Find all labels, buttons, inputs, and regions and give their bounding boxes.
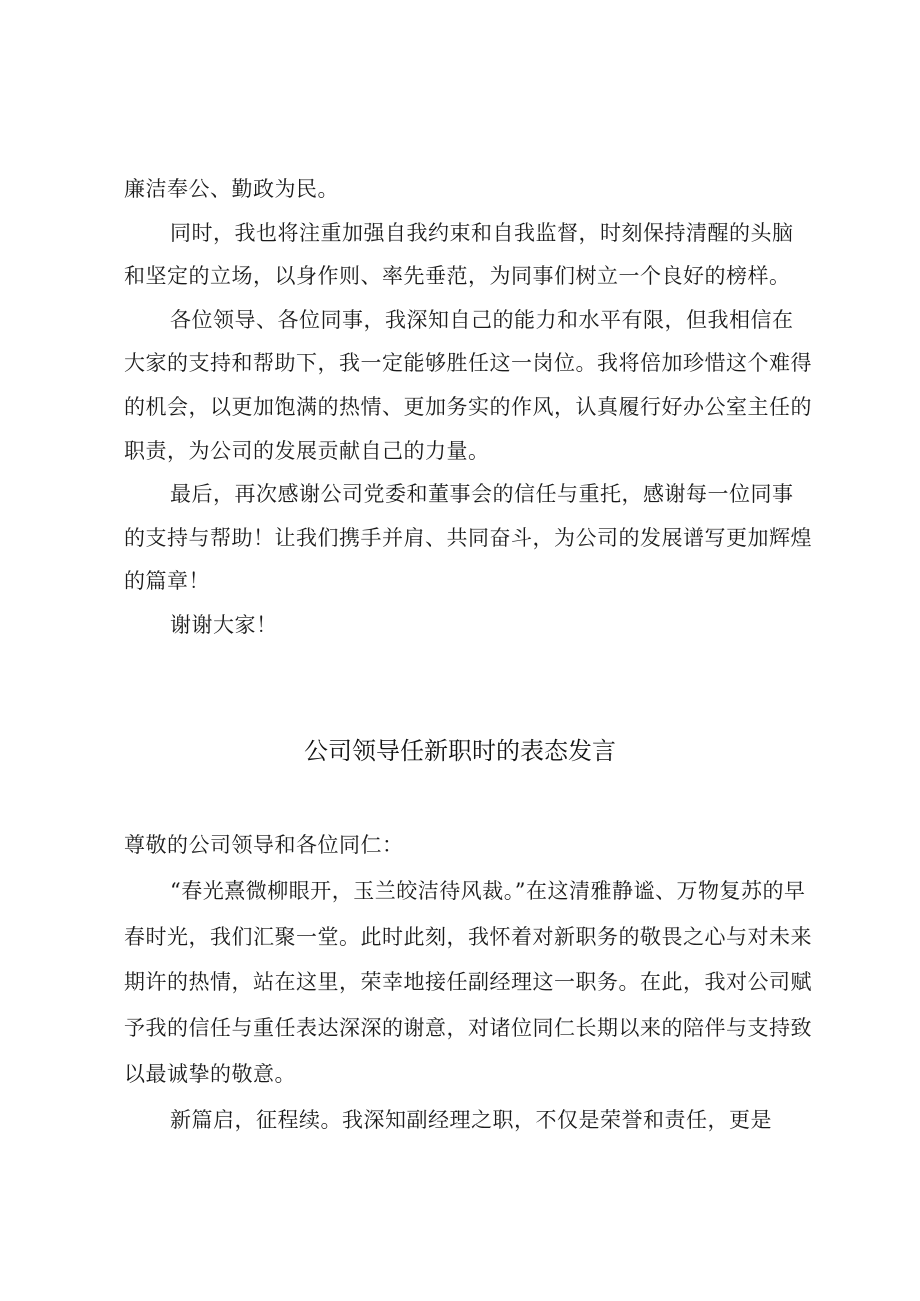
speech-title: 公司领导任新职时的表态发言	[304, 737, 616, 765]
paragraph-new-chapter: 新篇启，征程续。我深知副经理之职，不仅是荣誉和责任，更是	[170, 1107, 772, 1132]
paragraph-opening: “春光熹微柳眼开，玉兰皎洁待风裁。”在这清雅静谧、万物复苏的早春时光，我们汇聚一堂。此时此刻，我怀着对新职务的敬畏之心与对未来期许的热情，站在这里，荣幸地接任副经理这一职务。在此，我对公司赋予我的信任与重任表达深深的谢意，对诸位同仁长期以来的陪伴与支持致以最诚挚的敬意。	[124, 878, 812, 1086]
paragraph-commitment: 各位领导、各位同事，我深知自己的能力和水平有限，但我相信在大家的支持和帮助下，我一定能够胜任这一岗位。我将倍加珍惜这个难得的机会，以更加饱满的热情、更加务实的作风，认真履行好办公室主任的职责，为公司的发展贡献自己的力量。	[124, 307, 812, 463]
paragraph-thanks: 最后，再次感谢公司党委和董事会的信任与重托，感谢每一位同事的支持与帮助！让我们携手并肩、共同奋斗，为公司的发展谱写更加辉煌的篇章！	[124, 482, 812, 594]
salutation: 尊敬的公司领导和各位同仁：	[124, 833, 404, 857]
paragraph-self-discipline: 同时，我也将注重加强自我约束和自我监督，时刻保持清醒的头脑和坚定的立场，以身作则、率先垂范，为同事们树立一个良好的榜样。	[124, 220, 794, 289]
new-speech	[124, 823, 812, 1144]
speech-continuation	[124, 168, 812, 648]
paragraph-continued: 廉洁奉公、勤政为民。	[124, 177, 339, 201]
paragraph-closing: 谢谢大家！	[170, 612, 278, 637]
